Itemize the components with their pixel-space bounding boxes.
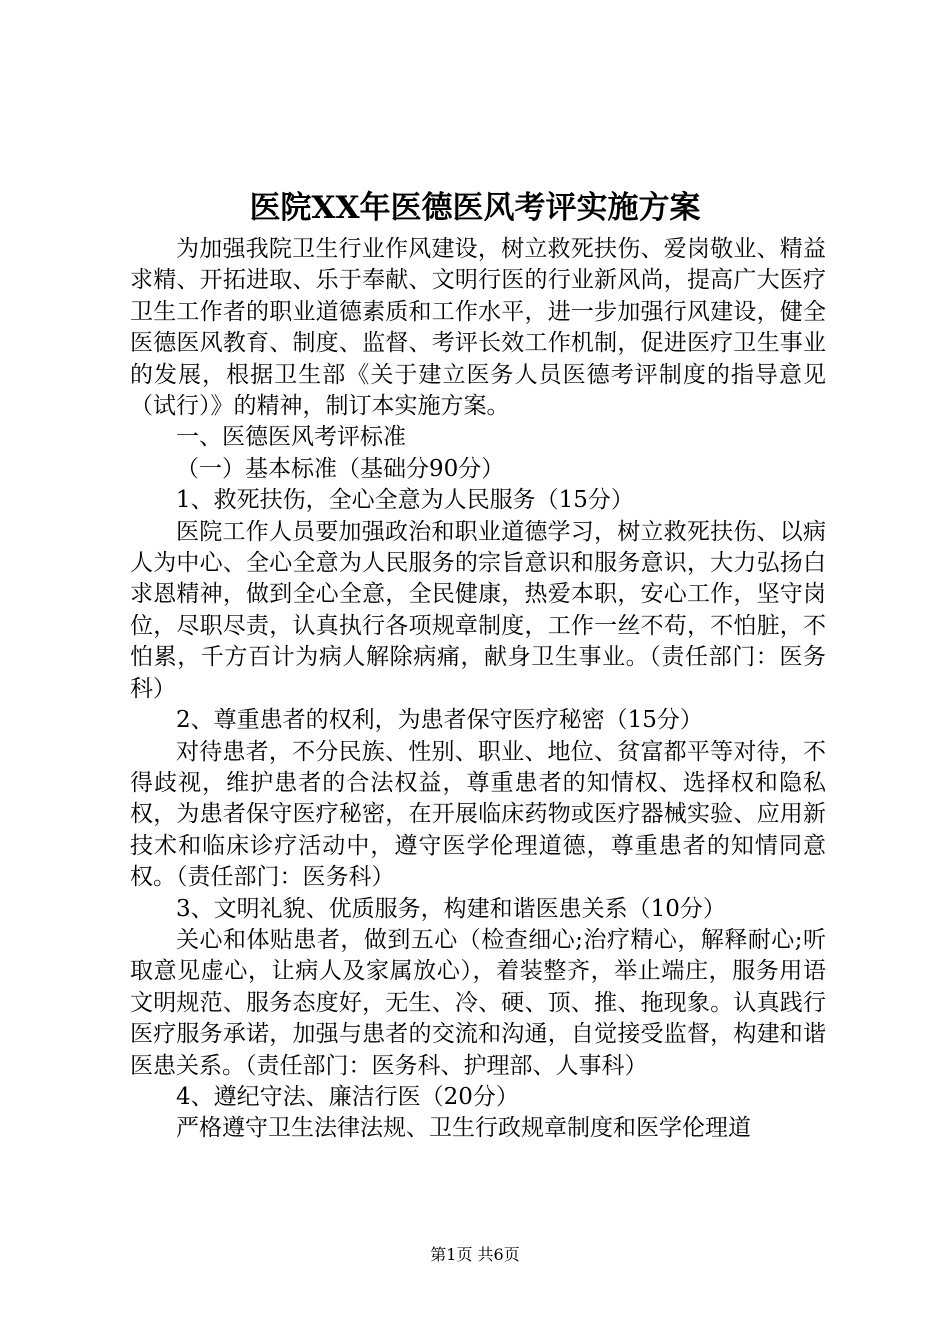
document-title: 医院XX年医德医风考评实施方案 [249,190,701,226]
item-heading-1: 1、救死扶伤，全心全意为人民服务（15分） [176,487,634,514]
item-body-1: 医院工作人员要加强政治和职业道德学习，树立救死扶伤、以病人为中心、全心全意为人民服务的宗旨意识和服务意识，大力弘扬白求恩精神，做到全心全意，全民健康，热爱本职，安心工作，坚守岗位，尽职尽责，认真执行各项规章制度，工作一丝不苟，不怕脏，不怕累，千方百计为病人解除病痛，献身卫生事业。（责任部门：医务科） [130,518,826,702]
item-body-3: 关心和体贴患者，做到五心（检查细心;治疗精心，解释耐心;听取意见虚心，让病人及家属放心），着装整齐，举止端庄，服务用语文明规范、服务态度好，无生、冷、硬、顶、推、拖现象。认真践行医疗服务承诺，加强与患者的交流和沟通，自觉接受监督，构建和谐医患关系。（责任部门：医务科、护理部、人事科） [130,926,826,1079]
document-body [130,234,826,1145]
paragraph-intro: 为加强我院卫生行业作风建设，树立救死扶伤、爱岗敬业、精益求精、开拓进取、乐于奉献、文明行医的行业新风尚，提高广大医疗卫生工作者的职业道德素质和工作水平，进一步加强行风建设，健全医德医风教育、制度、监督、考评长效工作机制，促进医疗卫生事业的发展，根据卫生部《关于建立医务人员医德考评制度的指导意见（试行）》的精神，制订本实施方案。 [130,236,826,420]
page-number-footer: 第1页 共6页 [430,1245,520,1264]
item-body-4: 严格遵守卫生法律法规、卫生行政规章制度和医学伦理道 [176,1115,751,1142]
subsection-heading-basic: （一）基本标准（基础分90分） [176,455,505,482]
item-heading-3: 3、文明礼貌、优质服务，构建和谐医患关系（10分） [176,895,726,922]
item-heading-2: 2、尊重患者的权利，为患者保守医疗秘密（15分） [176,707,703,734]
item-body-2: 对待患者，不分民族、性别、职业、地位、贫富都平等对待，不得歧视，维护患者的合法权益，尊重患者的知情权、选择权和隐私权，为患者保守医疗秘密，在开展临床药物或医疗器械实验、应用新技术和临床诊疗活动中，遵守医学伦理道德，尊重患者的知情同意权。（责任部门：医务科） [130,738,826,891]
section-heading-1: 一、医德医风考评标准 [176,424,406,451]
item-heading-4: 4、遵纪守法、廉洁行医（20分） [176,1083,519,1110]
